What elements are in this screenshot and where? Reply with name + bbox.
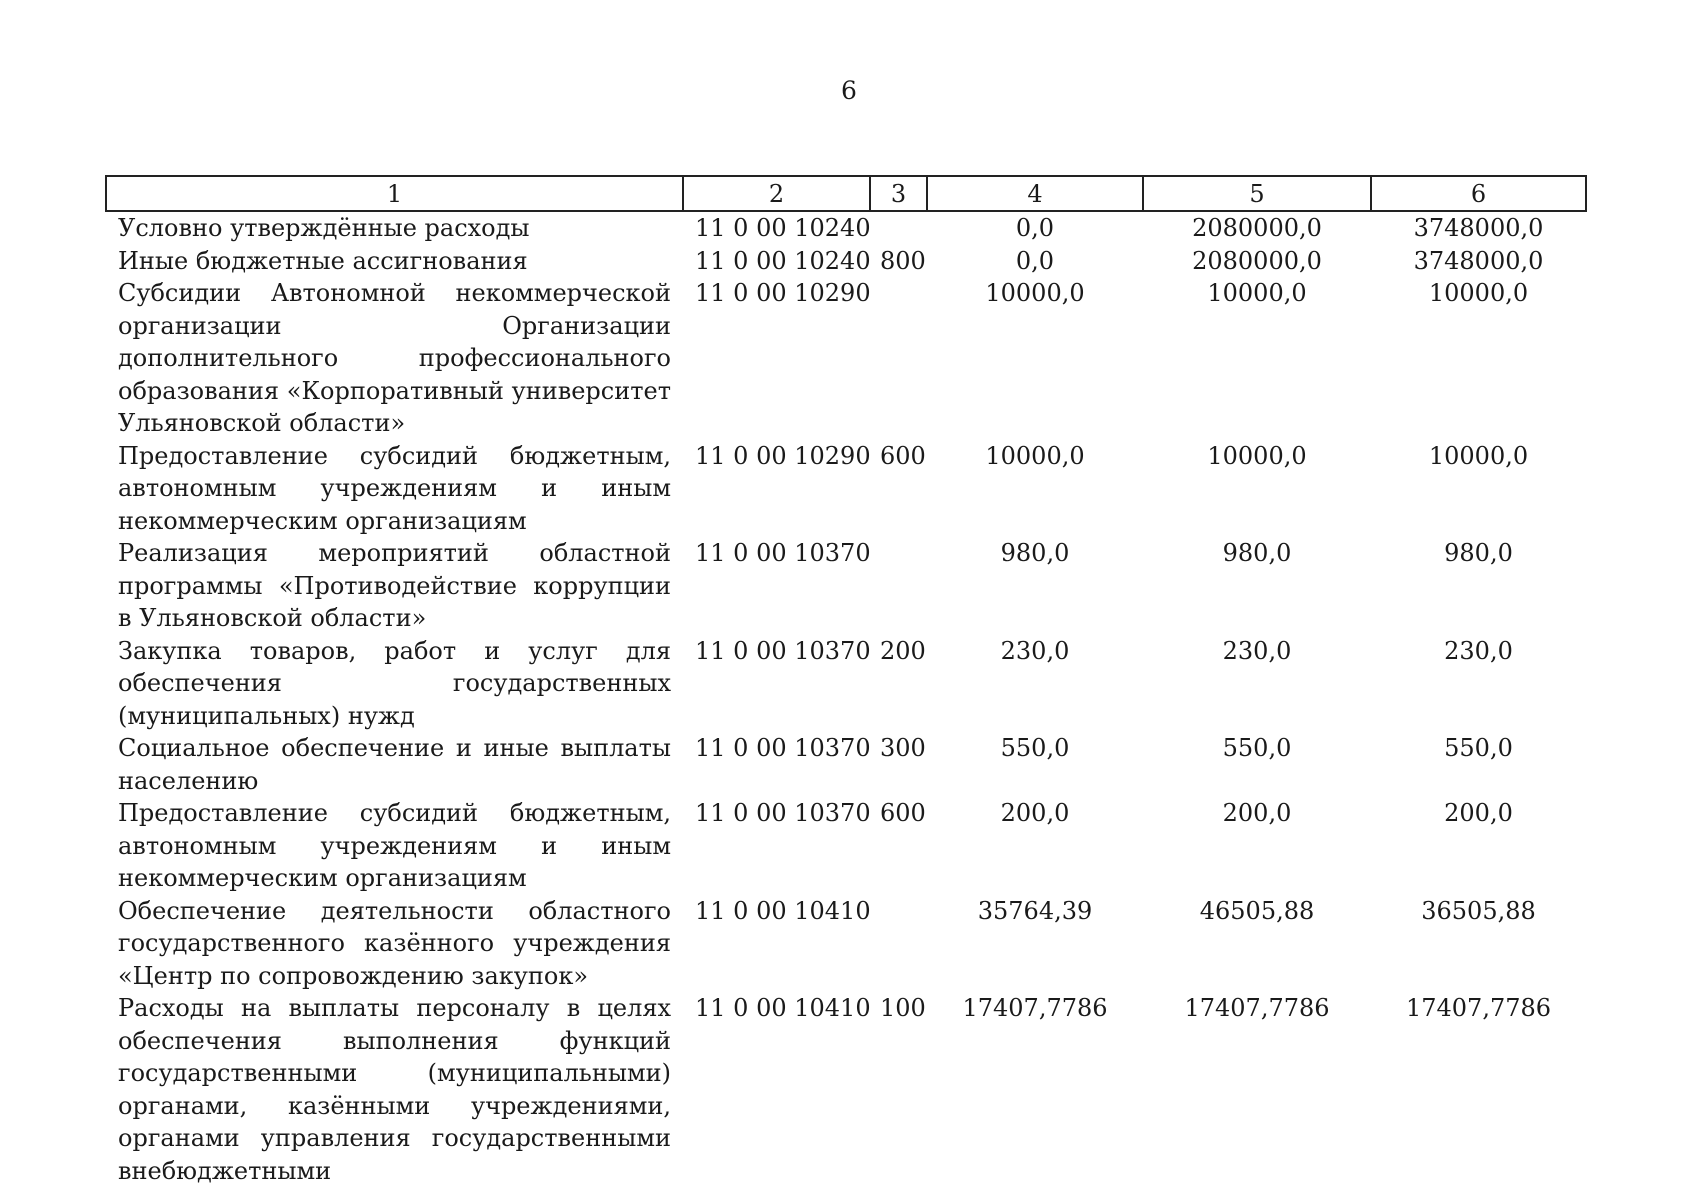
table-row (106, 245, 1586, 278)
amount-col-4: 35764,39 (977, 896, 1093, 925)
amount-col-4: 17407,7786 (962, 994, 1108, 1022)
table-row (106, 895, 1586, 993)
expense-type-code (870, 211, 927, 245)
budget-table (105, 175, 1587, 1187)
amount-col-6: 3748000,0 (1413, 214, 1544, 242)
column-number-6: 6 (1371, 176, 1586, 211)
amount-col-5: 10000,0 (1207, 441, 1307, 470)
amount-col-4: 550,0 (1000, 734, 1070, 762)
column-number-4: 4 (927, 176, 1143, 211)
amount-col-6: 980,0 (1444, 539, 1513, 567)
amount-col-4: 10000,0 (985, 279, 1085, 307)
column-number-2: 2 (683, 176, 870, 211)
amount-col-4: 0,0 (1015, 246, 1055, 275)
target-code: 11 0 00 10370 (695, 734, 871, 762)
table-row (106, 732, 1586, 797)
amount-col-6: 200,0 (1444, 799, 1513, 827)
amount-col-6: 550,0 (1444, 734, 1513, 762)
amount-col-5: 17407,7786 (1184, 994, 1330, 1022)
amount-col-6: 10000,0 (1428, 441, 1529, 470)
expense-name: Закупка товаров, работ и услуг для обеспечения государственных (муниципальных) нужд (118, 636, 671, 730)
expense-type-code (870, 277, 927, 440)
target-code: 11 0 00 10240 (695, 214, 871, 242)
amount-col-6: 3748000,0 (1413, 246, 1544, 275)
amount-col-4: 200,0 (1000, 799, 1070, 827)
page-number: 6 (841, 76, 857, 105)
table-row (106, 277, 1586, 440)
expense-type-code: 800 (880, 246, 926, 275)
expense-type-code: 100 (880, 994, 926, 1022)
amount-col-5: 46505,88 (1199, 896, 1315, 925)
expense-name: Социальное обеспечение и иные выплаты населению (118, 734, 671, 795)
amount-col-4: 10000,0 (985, 441, 1085, 470)
expense-type-code (870, 537, 927, 635)
table-row (106, 797, 1586, 895)
expense-type-code (870, 895, 927, 993)
target-code: 11 0 00 10240 (695, 246, 871, 275)
expense-name: Субсидии Автономной некоммерческой организации Организации дополнительного профессионального образования «Корпоративный университет Ульяновской области» (118, 279, 671, 437)
target-code: 11 0 00 10410 (695, 896, 871, 925)
expense-type-code: 200 (880, 636, 926, 665)
expense-name: Условно утверждённые расходы (118, 214, 530, 242)
amount-col-5: 2080000,0 (1192, 214, 1322, 242)
table-row (106, 537, 1586, 635)
column-number-row (106, 176, 1586, 211)
target-code: 11 0 00 10410 (695, 994, 871, 1022)
amount-col-5: 230,0 (1222, 636, 1292, 665)
amount-col-5: 2080000,0 (1192, 246, 1322, 275)
amount-col-6: 10000,0 (1428, 279, 1529, 307)
amount-col-5: 550,0 (1222, 734, 1292, 762)
amount-col-4: 980,0 (1000, 539, 1070, 567)
target-code: 11 0 00 10370 (695, 636, 871, 665)
amount-col-4: 230,0 (1000, 636, 1070, 665)
amount-col-6: 230,0 (1444, 636, 1513, 665)
table-row (106, 211, 1586, 245)
expense-type-code: 600 (880, 799, 926, 827)
amount-col-5: 200,0 (1222, 799, 1292, 827)
expense-name: Расходы на выплаты персоналу в целях обеспечения выполнения функций государственными (муниципальными) органами, казёнными учреждениями, органами управления государственными внебюджетными (118, 994, 671, 1185)
expense-name: Обеспечение деятельности областного государственного казённого учреждения «Центр по сопровождению закупок» (118, 896, 671, 990)
expense-name: Реализация мероприятий областной программы «Противодействие коррупции в Ульяновской области» (118, 539, 671, 632)
amount-col-5: 10000,0 (1207, 279, 1307, 307)
amount-col-4: 0,0 (1015, 214, 1055, 242)
column-number-5: 5 (1143, 176, 1371, 211)
column-number-3: 3 (870, 176, 927, 211)
expense-name: Иные бюджетные ассигнования (118, 246, 528, 275)
table-row (106, 635, 1586, 733)
column-number-1: 1 (106, 176, 683, 211)
expense-name: Предоставление субсидий бюджетным, автономным учреждениям и иным некоммерческим организациям (118, 799, 671, 892)
amount-col-5: 980,0 (1222, 539, 1292, 567)
table-row (106, 992, 1586, 1187)
target-code: 11 0 00 10370 (695, 799, 871, 827)
table-row (106, 440, 1586, 538)
target-code: 11 0 00 10370 (695, 539, 871, 567)
target-code: 11 0 00 10290 (695, 441, 871, 470)
expense-type-code: 600 (880, 441, 926, 470)
amount-col-6: 17407,7786 (1405, 994, 1552, 1022)
expense-type-code: 300 (880, 734, 926, 762)
expense-name: Предоставление субсидий бюджетным, автономным учреждениям и иным некоммерческим организациям (118, 441, 671, 535)
amount-col-6: 36505,88 (1421, 896, 1536, 925)
target-code: 11 0 00 10290 (695, 279, 871, 307)
